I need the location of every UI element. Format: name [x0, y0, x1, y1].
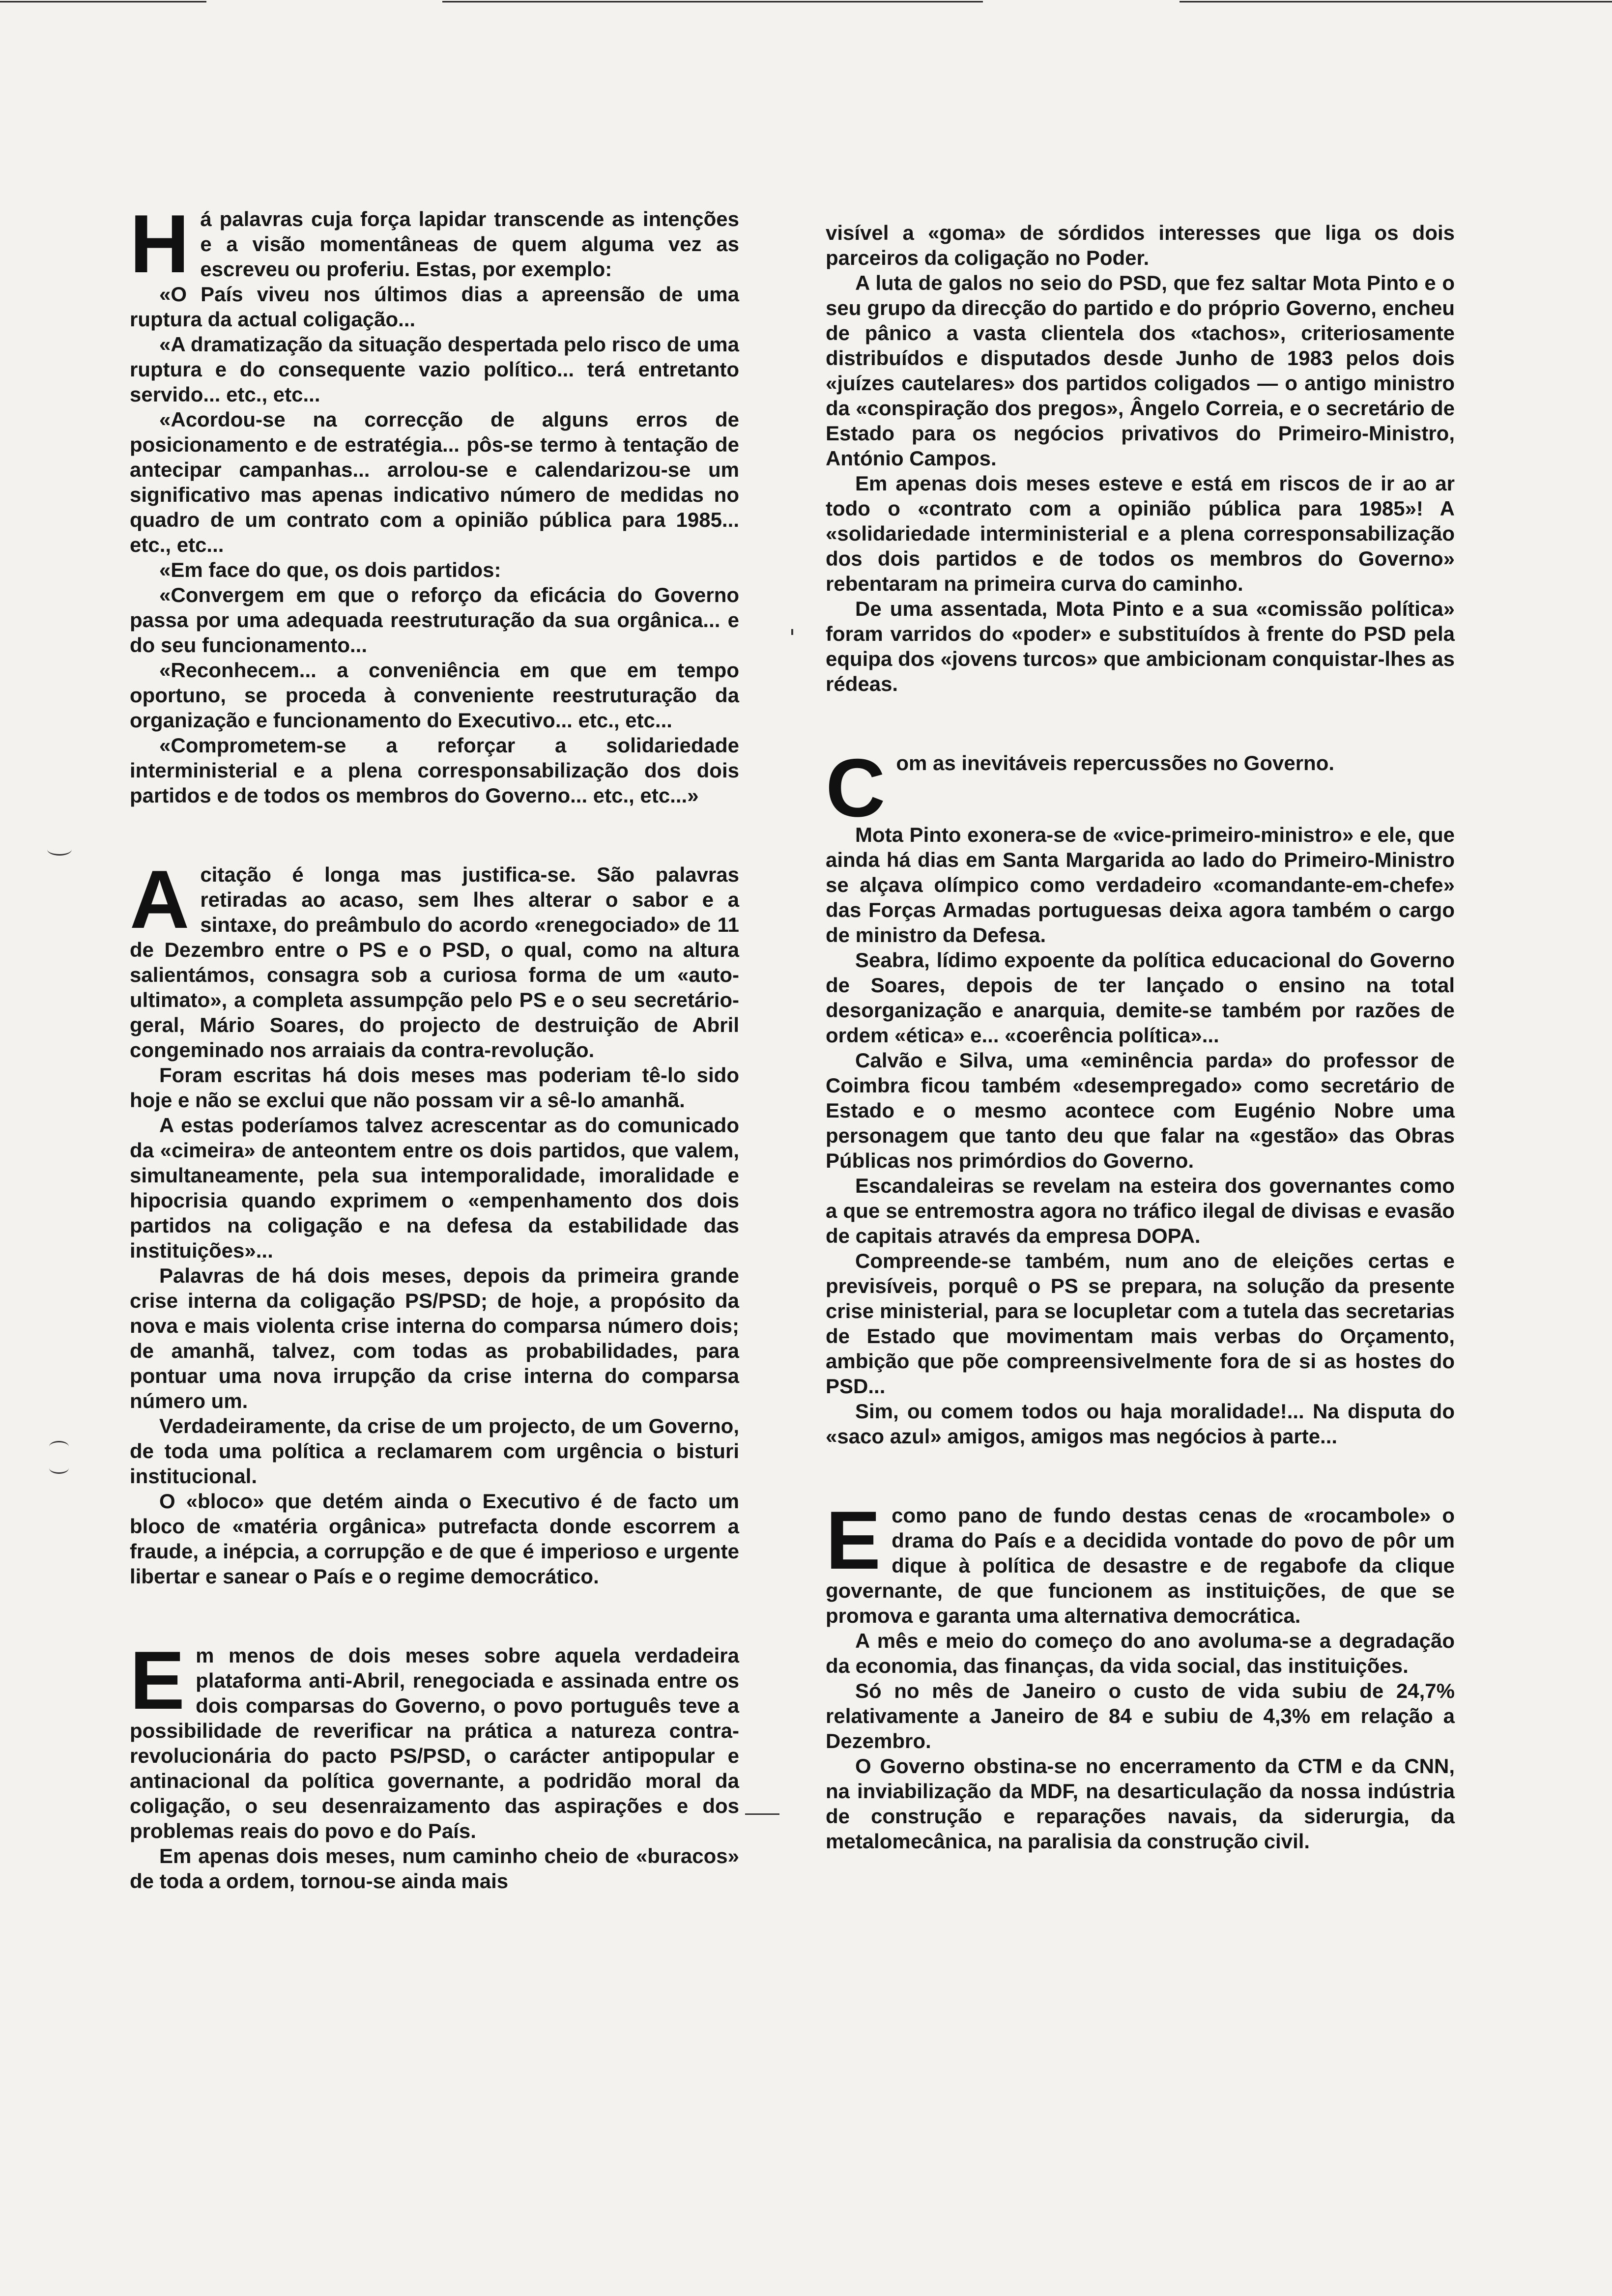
paragraph-text: A luta de galos no seio do PSD, que fez saltar Mota Pinto e o seu grupo da direcção do partido e do próprio Governo, encheu de pânico a vasta clientela dos «tachos», criteriosamente distribuídos e disputados desde Junho de 1983 pelos dois «juízes cautelares» dos partidos coligados — o antigo ministro da «conspiração dos pregos», Ângelo Correia, e o secretário de Estado para os negócios privativos do Primeiro-Ministro, António Campos.: [826, 271, 1455, 470]
drop-cap: C: [826, 742, 886, 834]
article-paragraph: [826, 947, 1455, 1048]
article-paragraph: [130, 1843, 739, 1894]
paragraph-text: Em apenas dois meses esteve e está em riscos de ir ao ar todo o «contrato com a opinião pública para 1985»! A «solidariedade interministerial e a plena corresponsabilização dos dois partidos e de todos os membros do Governo» rebentaram na primeira curva do caminho.: [826, 472, 1455, 595]
paragraph-text: Mota Pinto exonera-se de «vice-primeiro-ministro» e ele, que ainda há dias em Santa Margarida ao lado do Primeiro-Ministro se alçava olímpico como verdadeiro «comandante-em-chefe» das Forças Armadas portuguesas deixa agora também o cargo de ministro da Defesa.: [826, 823, 1455, 947]
scan-speck: [791, 629, 793, 635]
article-paragraph: [826, 1048, 1455, 1173]
article-section: [130, 1634, 739, 1894]
paragraph-text: citação é longa mas justifica-se. São palavras retiradas ao acaso, sem lhes alterar o sabor e a sintaxe, do preâmbulo do acordo «renegociado» de 11 de Dezembro entre o PS e o PSD, o qual, como na altura salientámos, consagra sob a curiosa forma de um «auto-ultimato», a completa assumpção pelo PS e o seu secretário-geral, Mário Soares, do projecto de destruição de Abril congeminado nos arraiais da contra-revolução.: [130, 863, 739, 1062]
article-paragraph: [130, 1634, 739, 1843]
paragraph-text: Seabra, lídimo expoente da política educacional do Governo de Soares, depois de ter lançado o ensino na total desorganização e anarquia, demite-se também por razões de ordem «ética» e... «coerência política»...: [826, 948, 1455, 1047]
paragraph-text: Só no mês de Janeiro o custo de vida subiu de 24,7% relativamente a Janeiro de 84 e subiu de 4,3% em relação a Dezembro.: [826, 1679, 1455, 1752]
paragraph-text: visível a «goma» de sórdidos interesses que liga os dois parceiros da coligação no Poder.: [826, 221, 1455, 269]
paragraph-text: «Reconhecem... a conveniência em que em tempo oportuno, se proceda à conveniente reestruturação da organização e funcionamento do Executivo... etc., etc...: [130, 659, 739, 732]
column-gutter-dash: [745, 1813, 779, 1815]
article-paragraph: [130, 332, 739, 407]
paragraph-text: A estas poderíamos talvez acrescentar as do comunicado da «cimeira» de anteontem entre os dois partidos, que valem, simultaneamente, pela sua intemporalidade, imoralidade e hipocrisia quando exprimem o «empenhamento dos dois partidos na coligação e na defesa da estabilidade das instituições»...: [130, 1114, 739, 1262]
paragraph-text: O «bloco» que detém ainda o Executivo é de facto um bloco de «matéria orgânica» putrefacta donde escorrem a fraude, a inépcia, a corrupção e de que é imperioso e urgente libertar e sanear o País e o regime democrático.: [130, 1490, 739, 1588]
paragraph-text: á palavras cuja força lapidar transcende as intenções e a visão momentâneas de quem alguma vez as escreveu ou proferiu. Estas, por exemplo:: [200, 207, 739, 281]
article-paragraph: [826, 1753, 1455, 1854]
article-paragraph: [130, 1263, 739, 1413]
paragraph-text: A mês e meio do começo do ano avoluma-se a degradação da economia, das finanças, da vida social, das instituições.: [826, 1629, 1455, 1677]
article-paragraph: [826, 1399, 1455, 1449]
article-paragraph: [826, 270, 1455, 471]
article-paragraph: [826, 1494, 1455, 1628]
paragraph-text: «Acordou-se na correcção de alguns erros de posicionamento e de estratégia... pôs-se termo à tentação de antecipar campanhas... arrolou-se e calendarizou-se um significativo mas apenas indicativo número de medidas no quadro de um contrato com a opinião pública para 1985... etc., etc...: [130, 408, 739, 556]
paragraph-text: Verdadeiramente, da crise de um projecto, de um Governo, de toda uma política a reclamarem com urgência o bisturi institucional.: [130, 1414, 739, 1488]
article-section: [826, 1494, 1455, 1854]
paragraph-text: «O País viveu nos últimos dias a apreensão de uma ruptura da actual coligação...: [130, 283, 739, 331]
article-paragraph: [826, 1248, 1455, 1399]
paragraph-text: De uma assentada, Mota Pinto e a sua «comissão política» foram varridos do «poder» e substituídos à frente do PSD pela equipa dos «jovens turcos» que ambicionam conquistar-lhes as rédeas.: [826, 597, 1455, 695]
paragraph-text: m menos de dois meses sobre aquela verdadeira plataforma anti-Abril, renegociada e assinada entre os dois comparsas do Governo, o povo português teve a possibilidade de reverificar na prática a natureza contra-revolucionária do pacto PS/PSD, o carácter antipopular e antinacional da política governante, a podridão moral da coligação, o seu desenraizamento das aspirações e dos problemas reais do povo e do País.: [130, 1644, 739, 1842]
article-paragraph: [130, 1413, 739, 1489]
paragraph-text: O Governo obstina-se no encerramento da CTM e da CNN, na inviabilização da MDF, na desarticulação da nossa indústria de construção e reparações navais, da siderurgia, da metalomecânica, na paralisia da construção civil.: [826, 1754, 1455, 1853]
paragraph-text: om as inevitáveis repercussões no Governo.: [896, 751, 1335, 775]
right-column: [826, 220, 1455, 1908]
article-paragraph: [130, 407, 739, 557]
article-paragraph: [826, 471, 1455, 596]
scan-top-rule: [0, 0, 1612, 3]
article-paragraph: [130, 198, 739, 290]
article-paragraph: [130, 1113, 739, 1263]
article-paragraph: [130, 658, 739, 733]
article-paragraph: [826, 822, 1455, 947]
paragraph-text: «Convergem em que o reforço da eficácia do Governo passa por uma adequada reestruturação da sua orgânica... e do seu funcionamento...: [130, 583, 739, 657]
left-column: [130, 198, 739, 1948]
paragraph-text: «A dramatização da situação despertada pelo risco de uma ruptura e do consequente vazio político... terá entretanto servido... etc., etc...: [130, 333, 739, 406]
paragraph-text: Foram escritas há dois meses mas poderiam tê-lo sido hoje e não se exclui que não possam vir a sê-lo amanhã.: [130, 1063, 739, 1112]
article-paragraph: [826, 1173, 1455, 1248]
article-paragraph: [130, 1062, 739, 1113]
scan-margin-mark: [49, 1463, 69, 1474]
article-section: [826, 220, 1455, 696]
article-section: [130, 853, 739, 1589]
paragraph-text: «Em face do que, os dois partidos:: [159, 558, 501, 581]
article-paragraph: [826, 220, 1455, 270]
article-paragraph: [130, 1489, 739, 1589]
article-paragraph: [826, 742, 1455, 834]
article-paragraph: [130, 853, 739, 1062]
article-paragraph: [826, 1628, 1455, 1678]
scan-margin-mark: [49, 1441, 69, 1452]
article-paragraph: [130, 557, 739, 582]
article-paragraph: [130, 733, 739, 808]
paragraph-text: Sim, ou comem todos ou haja moralidade!... Na disputa do «saco azul» amigos, amigos mas negócios à parte...: [826, 1400, 1455, 1448]
article-paragraph: [130, 582, 739, 658]
drop-cap: H: [130, 198, 190, 290]
article-section: [130, 198, 739, 808]
article-paragraph: [826, 596, 1455, 696]
scan-margin-mark: [47, 843, 72, 856]
paragraph-text: Escandaleiras se revelam na esteira dos governantes como a que se entremostra agora no tráfico ilegal de divisas e evasão de capitais através da empresa DOPA.: [826, 1174, 1455, 1247]
paragraph-text: Compreende-se também, num ano de eleições certas e previsíveis, porquê o PS se prepara, na solução da presente crise ministerial, para se locupletar com a tutela das secretarias de Estado que movimentam mais verbas do Orçamento, ambição que põe compreensivelmente fora de si as hostes do PSD...: [826, 1249, 1455, 1398]
article-paragraph: [826, 1678, 1455, 1753]
article-paragraph: [130, 282, 739, 332]
drop-cap: E: [826, 1494, 881, 1586]
paragraph-text: Calvão e Silva, uma «eminência parda» do professor de Coimbra ficou também «desempregado» como secretário de Estado e o mesmo acontece com Eugénio Nobre uma personagem que tanto deu que falar na «gestão» das Obras Públicas nos primórdios do Governo.: [826, 1049, 1455, 1172]
paragraph-text: como pano de fundo destas cenas de «rocambole» o drama do País e a decidida vontade do povo de pôr um dique à política de desastre e de regabofe da clique governante, de que funcionem as instituições, de que se promova e garanta uma alternativa democrática.: [826, 1504, 1455, 1627]
drop-cap: A: [130, 853, 190, 946]
paragraph-text: Em apenas dois meses, num caminho cheio de «buracos» de toda a ordem, tornou-se ainda mais: [130, 1844, 739, 1893]
paragraph-text: «Comprometem-se a reforçar a solidariedade interministerial e a plena corresponsabilização dos dois partidos e de todos os membros do Governo... etc., etc...»: [130, 734, 739, 807]
drop-cap: E: [130, 1634, 185, 1726]
article-section: [826, 742, 1455, 1449]
paragraph-text: Palavras de há dois meses, depois da primeira grande crise interna da coligação PS/PSD; de hoje, a propósito da nova e mais violenta crise interna do comparsa número dois; de amanhã, talvez, com todas as probabilidades, para pontuar uma nova irrupção da crise interna do comparsa número um.: [130, 1264, 739, 1412]
